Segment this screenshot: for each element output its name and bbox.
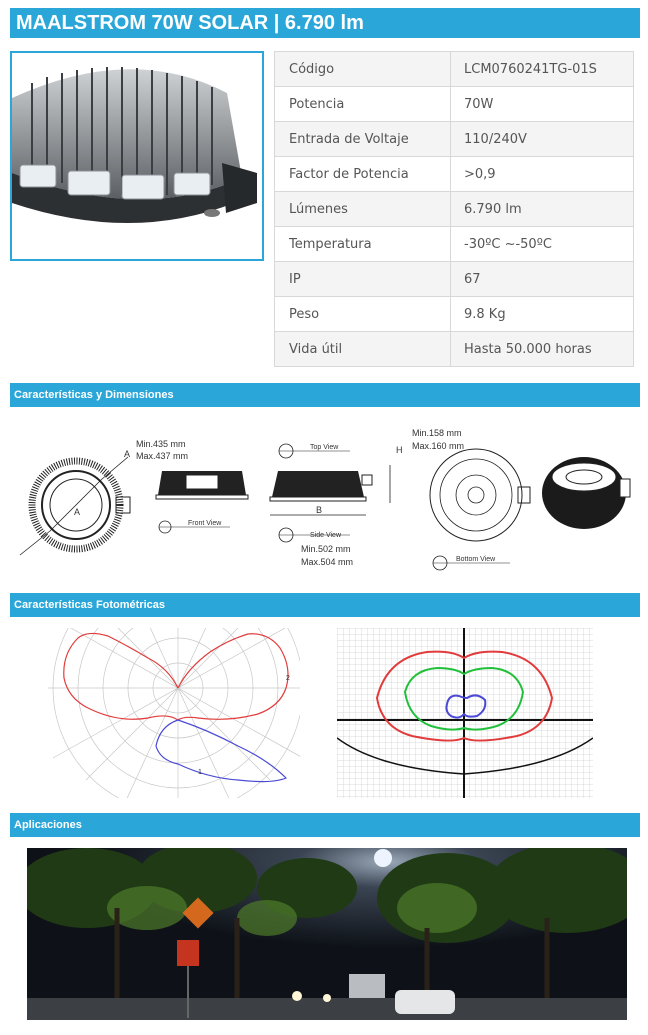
front-profile-drawing xyxy=(156,471,248,499)
spec-label: Factor de Potencia xyxy=(275,157,451,192)
spec-value: 110/240V xyxy=(451,122,634,157)
section-dimensions-header: Características y Dimensiones xyxy=(10,383,640,407)
spec-row xyxy=(275,297,634,332)
spec-value: 9.8 Kg xyxy=(451,297,634,332)
dim-b-max: Max.504 mm xyxy=(301,557,354,567)
spec-value: >0,9 xyxy=(451,157,634,192)
spec-label: Peso xyxy=(275,297,451,332)
spec-label: Entrada de Voltaje xyxy=(275,122,451,157)
dim-a-min: Min.435 mm xyxy=(136,439,186,449)
spec-row xyxy=(275,122,634,157)
dim-a-max: Max.437 mm xyxy=(136,451,189,461)
spec-label: Lúmenes xyxy=(275,192,451,227)
dim-h-min: Min.158 mm xyxy=(412,428,462,438)
top-view-label: Top View xyxy=(310,444,339,451)
polar-diagram xyxy=(48,628,300,798)
letter-h: H xyxy=(396,445,403,455)
letter-a-center: A xyxy=(74,507,81,517)
polar-curve-1-label: 1 xyxy=(198,769,202,776)
spec-row xyxy=(275,227,634,262)
spec-value: LCM0760241TG-01S xyxy=(451,52,634,87)
side-view-label: Side View xyxy=(310,532,342,539)
bottom-view-label: Bottom View xyxy=(456,556,496,563)
application-photo xyxy=(27,848,627,1020)
polar-curve-2-label: 2 xyxy=(286,675,290,682)
spec-label: Temperatura xyxy=(275,227,451,262)
spec-row xyxy=(275,192,634,227)
product-title: MAALSTROM 70W SOLAR | 6.790 lm xyxy=(10,8,640,38)
spec-label: Código xyxy=(275,52,451,87)
spec-row xyxy=(275,262,634,297)
spec-label: Potencia xyxy=(275,87,451,122)
letter-a: A xyxy=(124,449,131,459)
spec-row xyxy=(275,52,634,87)
letter-b: B xyxy=(316,505,323,515)
side-view-drawing xyxy=(270,471,372,501)
spec-value: -30ºC ~-50ºC xyxy=(451,227,634,262)
spec-value: Hasta 50.000 horas xyxy=(451,332,634,367)
isolux-diagram xyxy=(337,628,593,798)
spec-value: 70W xyxy=(451,87,634,122)
spec-value: 67 xyxy=(451,262,634,297)
front-view-drawing xyxy=(20,457,130,555)
dimension-drawing xyxy=(10,415,640,580)
spec-label: Vida útil xyxy=(275,332,451,367)
section-applications-header: Aplicaciones xyxy=(10,813,640,837)
spec-label: IP xyxy=(275,262,451,297)
product-photo xyxy=(10,51,264,261)
bottom-view-drawing xyxy=(430,449,530,541)
dim-b-min: Min.502 mm xyxy=(301,544,351,554)
spec-table xyxy=(274,51,634,367)
section-photometric-header: Características Fotométricas xyxy=(10,593,640,617)
spec-row xyxy=(275,157,634,192)
dim-h-max: Max.160 mm xyxy=(412,441,465,451)
perspective-view-drawing xyxy=(542,457,630,529)
spec-row xyxy=(275,87,634,122)
spec-row xyxy=(275,332,634,367)
front-view-label: Front View xyxy=(188,520,222,527)
spec-value: 6.790 lm xyxy=(451,192,634,227)
